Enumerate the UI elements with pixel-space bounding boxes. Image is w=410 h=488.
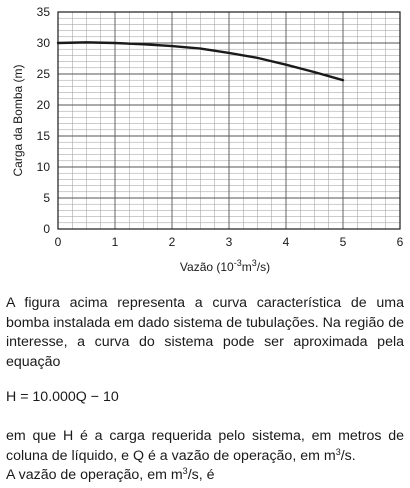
y-tick-label: 10 (36, 160, 50, 174)
x-tick-label: 4 (282, 235, 290, 249)
x-axis-label-sup1: -3 (233, 258, 242, 268)
system-equation (6, 388, 404, 408)
x-axis-label (180, 258, 270, 274)
question-paragraph-1 (6, 294, 404, 372)
x-tick-label: 2 (168, 235, 176, 249)
question-paragraph-3 (6, 427, 404, 486)
y-tick-label: 0 (43, 222, 50, 236)
paragraph-4-part2: /s, é (187, 467, 215, 483)
x-tick-label: 5 (339, 235, 347, 249)
x-tick-label: 0 (54, 235, 62, 249)
paragraph-3-part2: /s. (340, 447, 356, 464)
y-axis-label: Carga da Bomba (m) (11, 64, 25, 177)
x-axis-label-main: Vazão (10 (179, 260, 234, 274)
paragraph-3-sup: 3 (335, 446, 341, 457)
paragraph-text: A figura acima representa a curva característica de uma bomba instalada em dado sistema de tubulações. Na região de interesse, a curva do sistema pode ser aproximada pela equação (6, 295, 404, 370)
paragraph-4-sup: 3 (182, 466, 188, 476)
x-tick-label: 6 (396, 235, 404, 249)
x-tick-label: 1 (111, 235, 119, 249)
y-tick-label: 15 (36, 129, 50, 143)
x-tick-label: 3 (225, 235, 233, 249)
paragraph-4-text (6, 466, 404, 486)
y-tick-label: 25 (36, 67, 50, 81)
equation-text: H = 10.000Q − 10 (6, 389, 119, 405)
x-tick-labels (55, 235, 404, 249)
major-grid (58, 12, 400, 229)
y-tick-label: 35 (36, 5, 50, 19)
y-tick-labels (37, 5, 51, 236)
x-axis-label-sup2: 3 (251, 258, 257, 268)
y-tick-label: 20 (36, 98, 50, 112)
x-axis-label-end: /s) (256, 260, 271, 274)
x-axis-label-mid: m (241, 260, 252, 274)
y-tick-label: 30 (36, 36, 50, 50)
paragraph-3-part1: em que H é a carga requerida pelo sistema, em metros de coluna de líquido, e Q é a vazão de operação, em m (6, 428, 404, 464)
y-tick-label: 5 (43, 191, 50, 205)
paragraph-3-text (6, 427, 404, 466)
paragraph-4-part1: A vazão de operação, em m (6, 467, 183, 483)
